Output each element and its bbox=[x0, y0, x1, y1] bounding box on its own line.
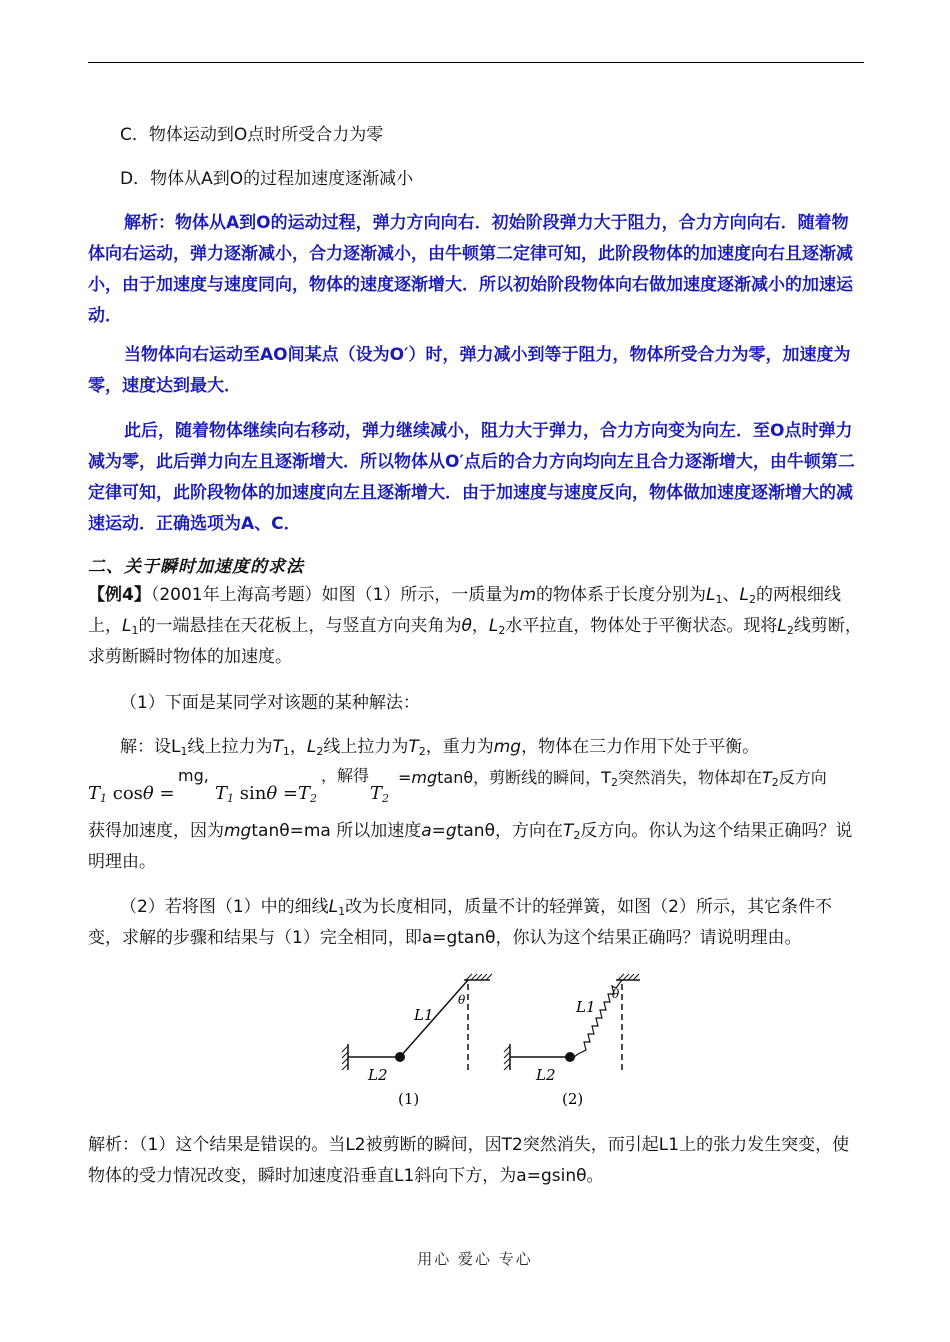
solution-line-1: 解：设$L_1$线上拉力为$T_1$，$L_2$线上拉力为$T_2$，重力为mg，物体在三力作用下处于平衡。 bbox=[120, 737, 760, 758]
figure-2-label: (2) bbox=[562, 1090, 584, 1108]
section-heading: 二、关于瞬时加速度的求法 bbox=[88, 557, 304, 577]
example-source: （2001年上海高考题） bbox=[150, 585, 322, 605]
equation-t2: $T_2$ bbox=[370, 783, 390, 805]
string-l1 bbox=[400, 980, 468, 1057]
equation-result: =mgtanθ，剪断线的瞬间，$T_2$突然消失，物体却在$T_2$反方向 bbox=[398, 768, 827, 789]
header-rule bbox=[88, 62, 864, 63]
footer: 用心 爱心 专心 bbox=[417, 1250, 533, 1268]
answer-paragraph: 解析：（1）这个结果是错误的。当L2被剪断的瞬间，因T2突然消失，而引起L1上的张力发生突变，使物体的受力情况改变，瞬时加速度沿垂直L1斜向下方，为a=gsinθ。 bbox=[88, 1135, 850, 1186]
label-l1: L1 bbox=[414, 1006, 434, 1024]
label-l2: L2 bbox=[368, 1066, 388, 1084]
analysis-paragraph-1: 解析：物体从A到O的运动过程，弹力方向向右．初始阶段弹力大于阻力，合力方向向右．随着物体向右运动，弹力逐渐减小，合力逐渐减小，由牛顿第二定律可知，此阶段物体的加速度向右且逐渐减小，由于加速度与速度同向，物体的速度逐渐增大．所以初始阶段物体向右做加速度逐渐减小的加速运动． bbox=[88, 213, 853, 326]
figure-1-label: (1) bbox=[398, 1090, 420, 1108]
option-c: C．物体运动到O点时所受合力为零 bbox=[120, 125, 384, 145]
analysis-paragraph-3: 此后，随着物体继续向右移动，弹力继续减小，阻力大于弹力，合力方向变为向左．至O点时弹力减为零，此后弹力向左且逐渐增大．所以物体从O′点后的合力方向均向左且合力逐渐增大，由牛顿第二定律可知，此阶段物体的加速度向左且逐渐增大．由于加速度与速度反向，物体做加速度逐渐增大的减速运动．正确选项为A、C． bbox=[88, 421, 855, 534]
solution-line-3: 获得加速度，因为mgtanθ=ma 所以加速度a=gtanθ，方向在$T_2$反方向。你认为这个结果正确吗？说明理由。 bbox=[88, 821, 853, 872]
option-d: D．物体从A到O的过程加速度逐渐减小 bbox=[120, 169, 414, 189]
question-2: （2）若将图（1）中的细线$L_1$改为长度相同，质量不计的轻弹簧，如图（2）所示，其它条件不变，求解的步骤和结果与（1）完全相同，即a=gtanθ，你认为这个结果正确吗？请说明理由。 bbox=[88, 897, 832, 948]
label-l2-2: L2 bbox=[536, 1066, 556, 1084]
label-l1-spring: L1 bbox=[576, 998, 596, 1016]
label-theta-2: θ bbox=[612, 987, 620, 1001]
example-tag: 【例4】 bbox=[88, 585, 151, 605]
physics-figure bbox=[340, 972, 640, 1112]
equation-sin: $T_1$ $\sin\theta =T_2$ bbox=[215, 783, 318, 805]
label-theta: θ bbox=[458, 993, 466, 1007]
solution-equations bbox=[88, 764, 878, 808]
mass-object bbox=[395, 1052, 405, 1062]
question-1-intro: （1）下面是某同学对该题的某种解法： bbox=[120, 693, 420, 713]
example-4-statement: 【例4】（2001年上海高考题）如图（1）所示，一质量为m的物体系于长度分别为$L_1$、$L_2$的两根细线上，$L_1$的一端悬挂在天花板上，与竖直方向夹角为θ，$L_2$水平拉直，物体处于平衡状态。现将$L_2$线剪断，求剪断瞬时物体的加速度。 bbox=[88, 585, 862, 667]
equation-cos: $T_1$ cosθ = bbox=[88, 783, 175, 805]
analysis-paragraph-2: 当物体向右运动至AO间某点（设为O′）时，弹力减小到等于阻力，物体所受合力为零，加速度为零，速度达到最大． bbox=[88, 345, 851, 396]
figure-2 bbox=[504, 974, 640, 1108]
equation-solve-label: ，解得 bbox=[321, 766, 370, 785]
equation-mg: mg, bbox=[178, 766, 209, 785]
figure-1 bbox=[342, 974, 492, 1108]
